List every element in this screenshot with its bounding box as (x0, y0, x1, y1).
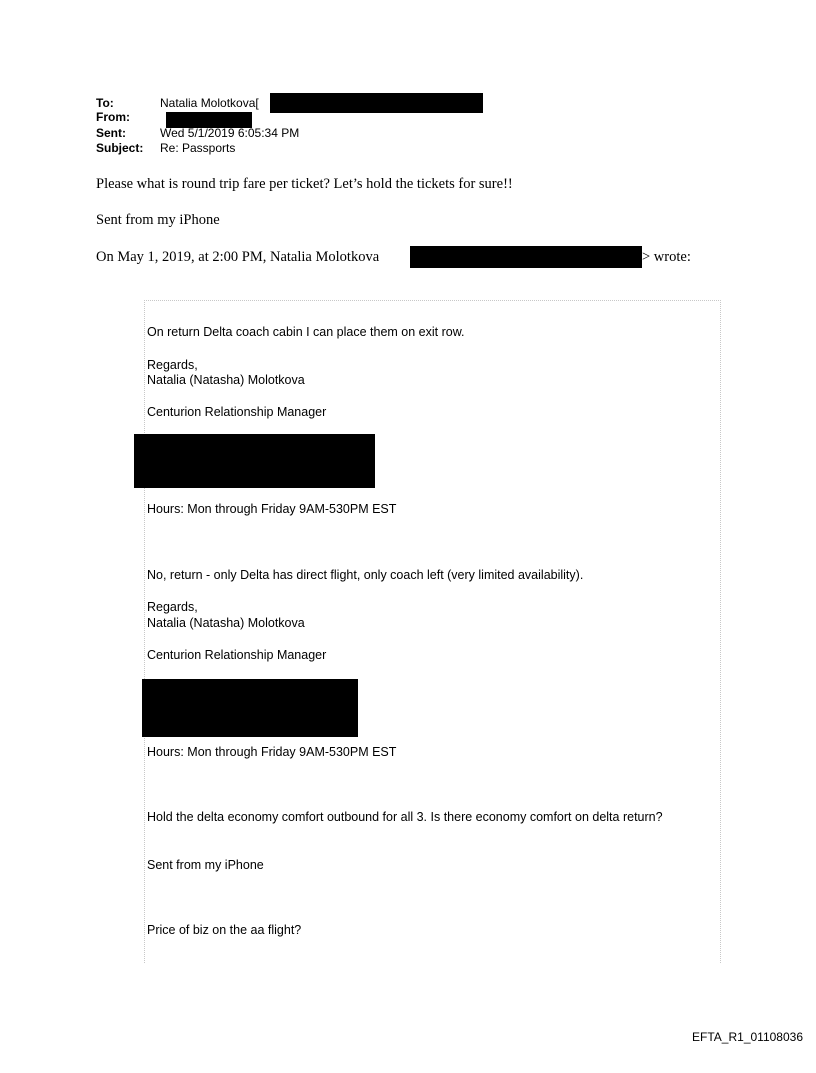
sender-name-1: Natalia (Natasha) Molotkova (147, 373, 305, 387)
sender-title-1: Centurion Relationship Manager (147, 405, 327, 419)
quote-intro-suffix: > wrote: (642, 249, 691, 265)
hours-1: Hours: Mon through Friday 9AM-530PM EST (147, 502, 397, 516)
regards-2: Regards, (147, 600, 198, 614)
redaction-quote-email (410, 246, 642, 268)
redaction-to-email (270, 93, 483, 113)
message-signature: Sent from my iPhone (96, 212, 220, 228)
sender-name-2: Natalia (Natasha) Molotkova (147, 616, 305, 630)
quoted-paragraph-1: On return Delta coach cabin I can place them on exit row. (147, 325, 465, 339)
quoted-signature: Sent from my iPhone (147, 858, 264, 872)
quoted-paragraph-3: Hold the delta economy comfort outbound for all 3. Is there economy comfort on delta return? (147, 810, 663, 824)
quote-intro-prefix: On May 1, 2019, at 2:00 PM, Natalia Molotkova (96, 249, 380, 265)
redaction-contact-2 (142, 679, 358, 737)
redaction-contact-1 (134, 434, 375, 488)
quoted-paragraph-4: Price of biz on the aa flight? (147, 923, 302, 937)
from-label: From: (96, 110, 130, 124)
subject-value: Re: Passports (160, 141, 236, 155)
sent-label: Sent: (96, 126, 126, 140)
message-line: Please what is round trip fare per ticket? Let’s hold the tickets for sure!! (96, 176, 513, 192)
sender-title-2: Centurion Relationship Manager (147, 648, 327, 662)
hours-2: Hours: Mon through Friday 9AM-530PM EST (147, 745, 397, 759)
to-value: Natalia Molotkova[ (160, 96, 259, 110)
subject-label: Subject: (96, 141, 144, 155)
quoted-paragraph-2: No, return - only Delta has direct flight, only coach left (very limited availability). (147, 568, 584, 582)
to-label: To: (96, 96, 114, 110)
document-id: EFTA_R1_01108036 (692, 1030, 803, 1044)
sent-value: Wed 5/1/2019 6:05:34 PM (160, 126, 300, 140)
regards-1: Regards, (147, 358, 198, 372)
